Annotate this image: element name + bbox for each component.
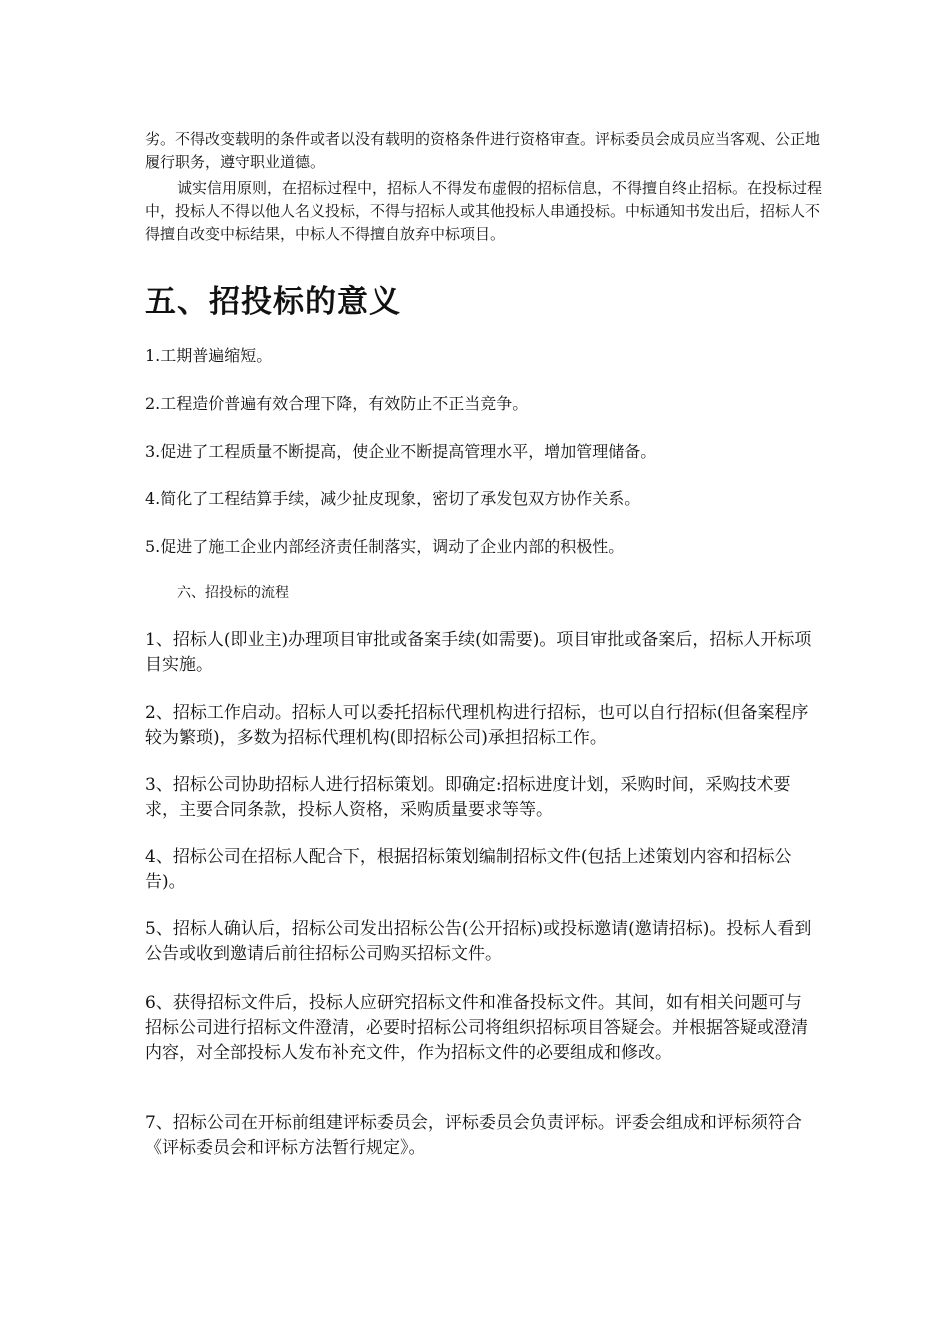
- section-5-item-1: 1.工期普遍缩短。: [145, 346, 273, 365]
- section-5-item-4: 4.简化了工程结算手续，减少扯皮现象，密切了承发包双方协作关系。: [145, 489, 641, 508]
- section-5-item-2: 2.工程造价普遍有效合理下降，有效防止不正当竞争。: [145, 394, 529, 413]
- section-6-step-3: 3、招标公司协助招标人进行招标策划。即确定:招标进度计划，采购时间，采购技术要求，主要合同条款，投标人资格，采购质量要求等等。: [145, 775, 791, 820]
- section-6-step-6: 6、获得招标文件后，投标人应研究招标文件和准备投标文件。其间，如有相关问题可与招标公司进行招标文件澄清，必要时招标公司将组织招标项目答疑会。并根据答疑或澄清内容，对全部投标人发布补充文件，作为招标文件的必要组成和修改。: [145, 993, 808, 1063]
- section-6-step-7: 7、招标公司在开标前组建评标委员会，评标委员会负责评标。评委会组成和评标须符合《评标委员会和评标方法暂行规定》。: [145, 1113, 802, 1158]
- intro-paragraph-2: 诚实信用原则，在招标过程中，招标人不得发布虚假的招标信息，不得擅自终止招标。在投标过程中，投标人不得以他人名义投标，不得与招标人或其他投标人串通投标。中标通知书发出后，招标人不得擅自改变中标结果，中标人不得擅自放弃中标项目。: [145, 179, 823, 243]
- section-5-heading: 五、招投标的意义: [145, 284, 401, 320]
- section-5-item-3: 3.促进了工程质量不断提高，使企业不断提高管理水平，增加管理储备。: [145, 442, 657, 461]
- section-6-step-1: 1、招标人(即业主)办理项目审批或备案手续(如需要)。项目审批或备案后，招标人开标项目实施。: [145, 630, 812, 675]
- section-6-step-2: 2、招标工作启动。招标人可以委托招标代理机构进行招标，也可以自行招标(但备案程序较为繁琐)，多数为招标代理机构(即招标公司)承担招标工作。: [145, 703, 809, 748]
- intro-paragraph-1: 劣。不得改变载明的条件或者以没有载明的资格条件进行资格审查。评标委员会成员应当客观、公正地履行职务，遵守职业道德。: [145, 130, 821, 171]
- section-5-item-5: 5.促进了施工企业内部经济责任制落实，调动了企业内部的积极性。: [145, 537, 625, 556]
- section-6-step-5: 5、招标人确认后，招标公司发出招标公告(公开招标)或投标邀请(邀请招标)。投标人看到公告或收到邀请后前往招标公司购买招标文件。: [145, 919, 812, 964]
- section-6-step-4: 4、招标公司在招标人配合下，根据招标策划编制招标文件(包括上述策划内容和招标公告)。: [145, 847, 792, 892]
- section-6-heading: 六、招投标的流程: [177, 585, 289, 601]
